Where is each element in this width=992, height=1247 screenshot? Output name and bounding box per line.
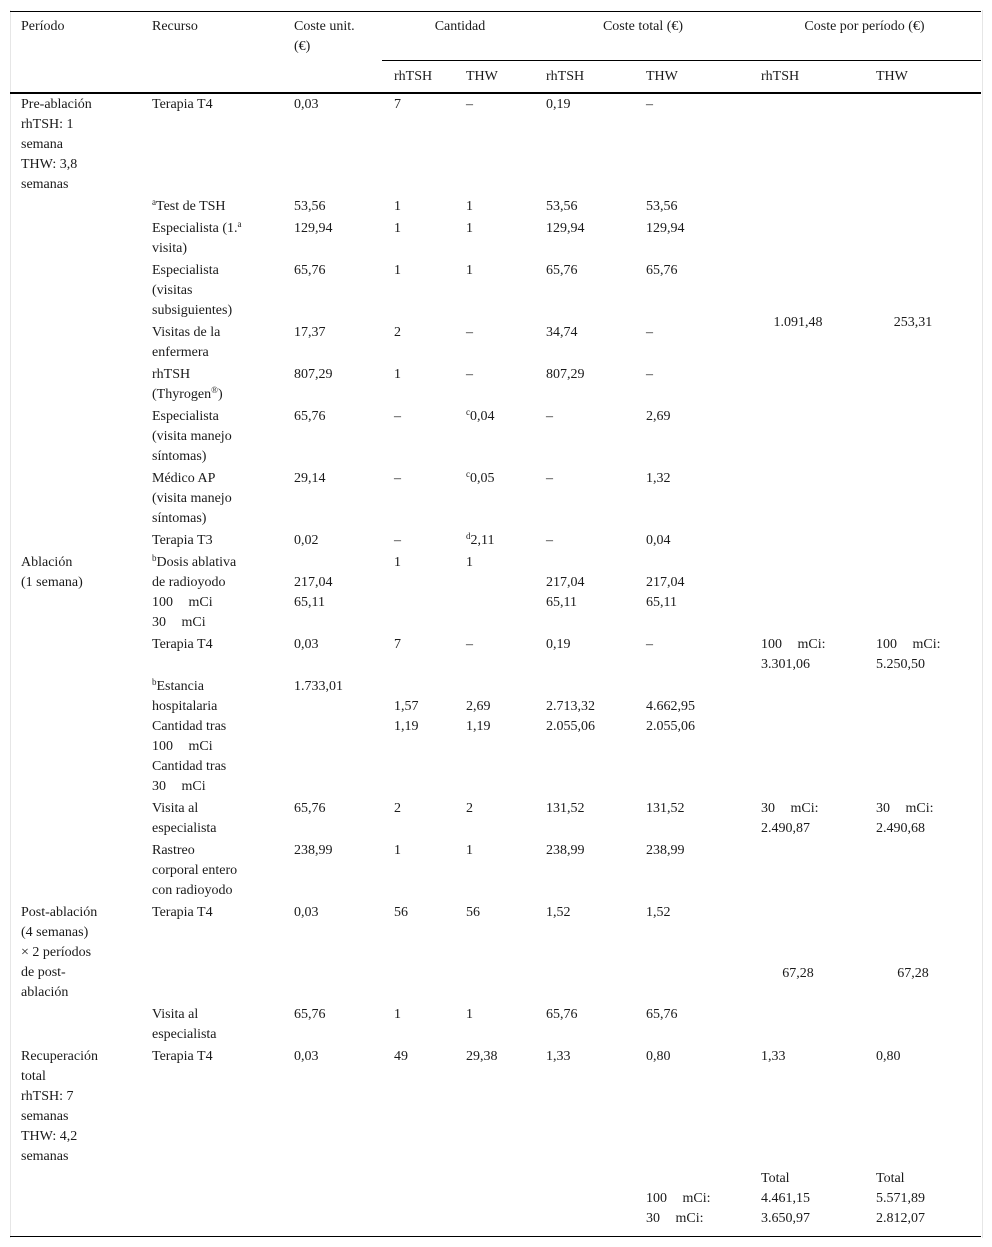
qty-thw: 2 (466, 801, 473, 816)
unit-cost: 0,03 (294, 637, 319, 652)
unit-cost: 129,94 (294, 221, 333, 236)
qty-rhtsh: – (394, 533, 401, 548)
total-thw: 0,04 (646, 533, 671, 548)
period-cost-abl30-thw: 30 mCi: (876, 801, 934, 816)
period-cost-abl100-thw: 5.250,50 (876, 657, 925, 672)
resource-line-note: ® (211, 385, 218, 395)
total-rhtsh: – (546, 409, 553, 424)
table-top-rule (10, 11, 981, 12)
period-recup-line: THW: 4,2 (21, 1129, 78, 1144)
total-rhtsh: 129,94 (546, 221, 585, 236)
resource-line: Terapia T3 (152, 533, 213, 548)
qty-thw: – (466, 97, 473, 112)
total-rhtsh: 65,76 (546, 1007, 578, 1022)
qty-thw: – (466, 637, 473, 652)
qty-rhtsh: 1 (394, 843, 401, 858)
period-ablacion-line: (1 semana) (21, 575, 83, 590)
qty-thw: 1 (466, 199, 473, 214)
total-thw: 131,52 (646, 801, 685, 816)
table-bottom-rule (10, 1236, 981, 1237)
resource-line: subsiguientes) (152, 303, 233, 318)
period-cost-abl30-thw: 2.490,68 (876, 821, 925, 836)
qty-rhtsh: 7 (394, 97, 401, 112)
unit-cost: 29,14 (294, 471, 326, 486)
total-rhtsh: 807,29 (546, 367, 585, 382)
total-label-100: 100 mCi: (646, 1191, 711, 1206)
total-thw: Total (876, 1171, 905, 1186)
period-cost-abl100-thw: 100 mCi: (876, 637, 941, 652)
qty-thw-text: 2,11 (470, 533, 495, 548)
total-rhtsh: 34,74 (546, 325, 578, 340)
qty-thw-text: 0,04 (470, 409, 495, 424)
resource-line: Terapia T4 (152, 905, 213, 920)
period-cost-abl100-rhtsh: 3.301,06 (761, 657, 810, 672)
r10-coste: 65,11 (294, 595, 325, 610)
qty-rhtsh: 2 (394, 801, 401, 816)
total-thw: 2,69 (646, 409, 671, 424)
resource-line: hospitalaria (152, 699, 218, 714)
resource-line-end: ) (217, 387, 223, 402)
unit-cost: 65,76 (294, 263, 326, 278)
unit-cost: 0,03 (294, 97, 319, 112)
resource-line: visita) (152, 241, 187, 256)
period-post-line: Post-ablación (21, 905, 98, 920)
total-rhtsh: – (546, 471, 553, 486)
period-recup-line: rhTSH: 7 (21, 1089, 74, 1104)
header-sub-rule (382, 60, 981, 61)
total-thw: – (646, 637, 653, 652)
period-cost-post-rhtsh: 67,28 (782, 966, 814, 981)
qty-rhtsh: 49 (394, 1049, 408, 1064)
resource-line: corporal entero (152, 863, 238, 878)
qty-thw-note: d (466, 531, 471, 541)
resource-line: Cantidad tras (152, 719, 227, 734)
qty-rhtsh: 56 (394, 905, 408, 920)
resource-line: con radioyodo (152, 883, 233, 898)
total-rhtsh: 238,99 (546, 843, 585, 858)
col-header-cantidad: Cantidad (434, 19, 486, 34)
r12-t_thw: 4.662,95 (646, 699, 695, 714)
resource-line: síntomas) (152, 511, 207, 526)
qty-rhtsh: 7 (394, 637, 401, 652)
resource-line (152, 385, 223, 405)
resource-line (152, 197, 226, 217)
r12-t_rh: 2.713,32 (546, 699, 595, 714)
total-thw: 65,76 (646, 263, 678, 278)
sub-header-thw: THW (466, 69, 498, 84)
unit-cost: 1.733,01 (294, 679, 343, 694)
period-pre-line: semanas (21, 177, 69, 192)
resource-line: Terapia T4 (152, 637, 213, 652)
total-rhtsh: 1,52 (546, 905, 571, 920)
unit-cost: 807,29 (294, 367, 333, 382)
resource-line: síntomas) (152, 449, 207, 464)
qty-thw: – (466, 325, 473, 340)
resource-line-text: Dosis ablativa (156, 555, 237, 570)
period-recup-line: Recuperación (21, 1049, 98, 1064)
period-post-line: × 2 períodos (21, 945, 92, 960)
resource-line: especialista (152, 821, 217, 836)
qty-thw (466, 531, 494, 551)
resource-line: de radioyodo (152, 575, 226, 590)
total-rhtsh: 1,33 (546, 1049, 571, 1064)
qty-thw: 56 (466, 905, 480, 920)
resource-line-text: Estancia (156, 679, 204, 694)
total-rhtsh: Total (761, 1171, 790, 1186)
sub-header-rhtsh: rhTSH (394, 69, 433, 84)
period-pre-line: Pre-ablación (21, 97, 92, 112)
sub-header-thw: THW (646, 69, 678, 84)
period-cost-abl30-rhtsh: 30 mCi: (761, 801, 819, 816)
total-thw: 2.812,07 (876, 1211, 925, 1226)
r12-q_rh: 1,19 (394, 719, 419, 734)
r10-t_thw: 217,04 (646, 575, 685, 590)
period-pre-line: semana (21, 137, 63, 152)
total-thw: 5.571,89 (876, 1191, 925, 1206)
resource-line: (visita manejo (152, 429, 232, 444)
resource-line: 100 mCi (152, 739, 213, 754)
total-thw: 0,80 (646, 1049, 671, 1064)
resource-line: 100 mCi (152, 595, 213, 610)
total-rhtsh: – (546, 533, 553, 548)
total-thw: 1,52 (646, 905, 671, 920)
resource-line: Especialista (152, 263, 219, 278)
qty-thw: 1 (466, 555, 473, 570)
period-post-line: (4 semanas) (21, 925, 89, 940)
sub-header-rhtsh: rhTSH (761, 69, 800, 84)
period-pre-line: rhTSH: 1 (21, 117, 74, 132)
total-label-30: 30 mCi: (646, 1211, 704, 1226)
col-header-coste-total: Coste total (€) (602, 19, 684, 34)
qty-thw-text: 0,05 (470, 471, 495, 486)
total-thw: – (646, 367, 653, 382)
qty-rhtsh: 1 (394, 1007, 401, 1022)
qty-thw: 29,38 (466, 1049, 498, 1064)
resource-line: Rastreo (152, 843, 195, 858)
unit-cost: 17,37 (294, 325, 326, 340)
resource-line: enfermera (152, 345, 209, 360)
total-thw: 129,94 (646, 221, 685, 236)
resource-line: Visitas de la (152, 325, 221, 340)
period-cost-recup-thw: 0,80 (876, 1049, 901, 1064)
col-header-recurso: Recurso (152, 19, 198, 34)
unit-cost: 0,02 (294, 533, 319, 548)
resource-line-note: a (152, 197, 156, 207)
period-cost-abl100-rhtsh: 100 mCi: (761, 637, 826, 652)
total-rhtsh: 131,52 (546, 801, 585, 816)
period-pre-line: THW: 3,8 (21, 157, 78, 172)
qty-thw (466, 407, 495, 427)
r12-q_rh: 1,57 (394, 699, 419, 714)
resource-line: Cantidad tras (152, 759, 227, 774)
total-thw: – (646, 97, 653, 112)
unit-cost: 0,03 (294, 1049, 319, 1064)
resource-line-text: (Thyrogen (152, 387, 212, 402)
resource-line-text: Test de TSH (156, 199, 226, 214)
resource-line-text: Especialista (1. (152, 221, 238, 236)
header-bottom-rule (10, 92, 981, 94)
total-rhtsh: 0,19 (546, 97, 571, 112)
resource-line-note: b (152, 553, 157, 563)
r12-t_thw: 2.055,06 (646, 719, 695, 734)
period-post-line: ablación (21, 985, 69, 1000)
qty-thw-note: c (466, 469, 470, 479)
period-recup-line: total (21, 1069, 46, 1084)
col-header-coste-unit: (€) (294, 39, 311, 54)
r12-q_thw: 2,69 (466, 699, 491, 714)
qty-thw-note: c (466, 407, 470, 417)
qty-rhtsh: 1 (394, 199, 401, 214)
total-thw: 53,56 (646, 199, 678, 214)
resource-line: Médico AP (152, 471, 216, 486)
period-recup-line: semanas (21, 1109, 69, 1124)
col-header-coste-periodo: Coste por período (€) (804, 19, 925, 34)
unit-cost: 65,76 (294, 801, 326, 816)
r12-q_thw: 1,19 (466, 719, 491, 734)
resource-line-note: a (237, 219, 242, 229)
resource-line (152, 553, 236, 573)
resource-line: Especialista (152, 409, 219, 424)
r10-t_thw: 65,11 (646, 595, 677, 610)
total-rhtsh: 65,76 (546, 263, 578, 278)
period-post-line: de post- (21, 965, 66, 980)
unit-cost: 0,03 (294, 905, 319, 920)
period-cost-pre-thw: 253,31 (893, 315, 933, 330)
unit-cost: 65,76 (294, 409, 326, 424)
total-thw: 1,32 (646, 471, 671, 486)
period-ablacion-line: Ablación (21, 555, 73, 570)
qty-rhtsh: 1 (394, 263, 401, 278)
resource-line: 30 mCi (152, 615, 206, 630)
total-thw: 65,76 (646, 1007, 678, 1022)
qty-thw: 1 (466, 843, 473, 858)
resource-line: Terapia T4 (152, 97, 213, 112)
total-thw: 238,99 (646, 843, 685, 858)
qty-thw: 1 (466, 1007, 473, 1022)
resource-line-note: b (152, 677, 157, 687)
total-rhtsh: 0,19 (546, 637, 571, 652)
period-cost-recup-rhtsh: 1,33 (761, 1049, 786, 1064)
period-cost-post-thw: 67,28 (897, 966, 929, 981)
sub-header-thw: THW (876, 69, 908, 84)
r10-t_rh: 217,04 (546, 575, 585, 590)
qty-rhtsh: 1 (394, 367, 401, 382)
col-header-coste-unit: Coste unit. (294, 19, 355, 34)
resource-line (152, 219, 242, 239)
qty-thw: 1 (466, 263, 473, 278)
resource-line: especialista (152, 1027, 217, 1042)
qty-rhtsh: – (394, 471, 401, 486)
unit-cost: 238,99 (294, 843, 333, 858)
period-recup-line: semanas (21, 1149, 69, 1164)
unit-cost: 53,56 (294, 199, 326, 214)
resource-line: rhTSH (152, 367, 191, 382)
unit-cost: 65,76 (294, 1007, 326, 1022)
period-cost-abl30-rhtsh: 2.490,87 (761, 821, 810, 836)
total-rhtsh: 3.650,97 (761, 1211, 810, 1226)
qty-rhtsh: – (394, 409, 401, 424)
qty-thw (466, 469, 495, 489)
qty-rhtsh: 1 (394, 221, 401, 236)
r10-coste: 217,04 (294, 575, 333, 590)
qty-thw: – (466, 367, 473, 382)
resource-line: (visita manejo (152, 491, 232, 506)
r10-t_rh: 65,11 (546, 595, 577, 610)
total-thw: – (646, 325, 653, 340)
r12-t_rh: 2.055,06 (546, 719, 595, 734)
qty-rhtsh: 1 (394, 555, 401, 570)
period-cost-pre-rhtsh: 1.091,48 (773, 315, 823, 330)
total-rhtsh: 4.461,15 (761, 1191, 810, 1206)
resource-line: 30 mCi (152, 779, 206, 794)
col-header-periodo: Período (21, 19, 65, 34)
resource-line: Visita al (152, 1007, 199, 1022)
total-rhtsh: 53,56 (546, 199, 578, 214)
resource-line (152, 677, 204, 697)
resource-line: Visita al (152, 801, 199, 816)
qty-thw: 1 (466, 221, 473, 236)
resource-line: Terapia T4 (152, 1049, 213, 1064)
sub-header-rhtsh: rhTSH (546, 69, 585, 84)
resource-line: (visitas (152, 283, 193, 298)
qty-rhtsh: 2 (394, 325, 401, 340)
